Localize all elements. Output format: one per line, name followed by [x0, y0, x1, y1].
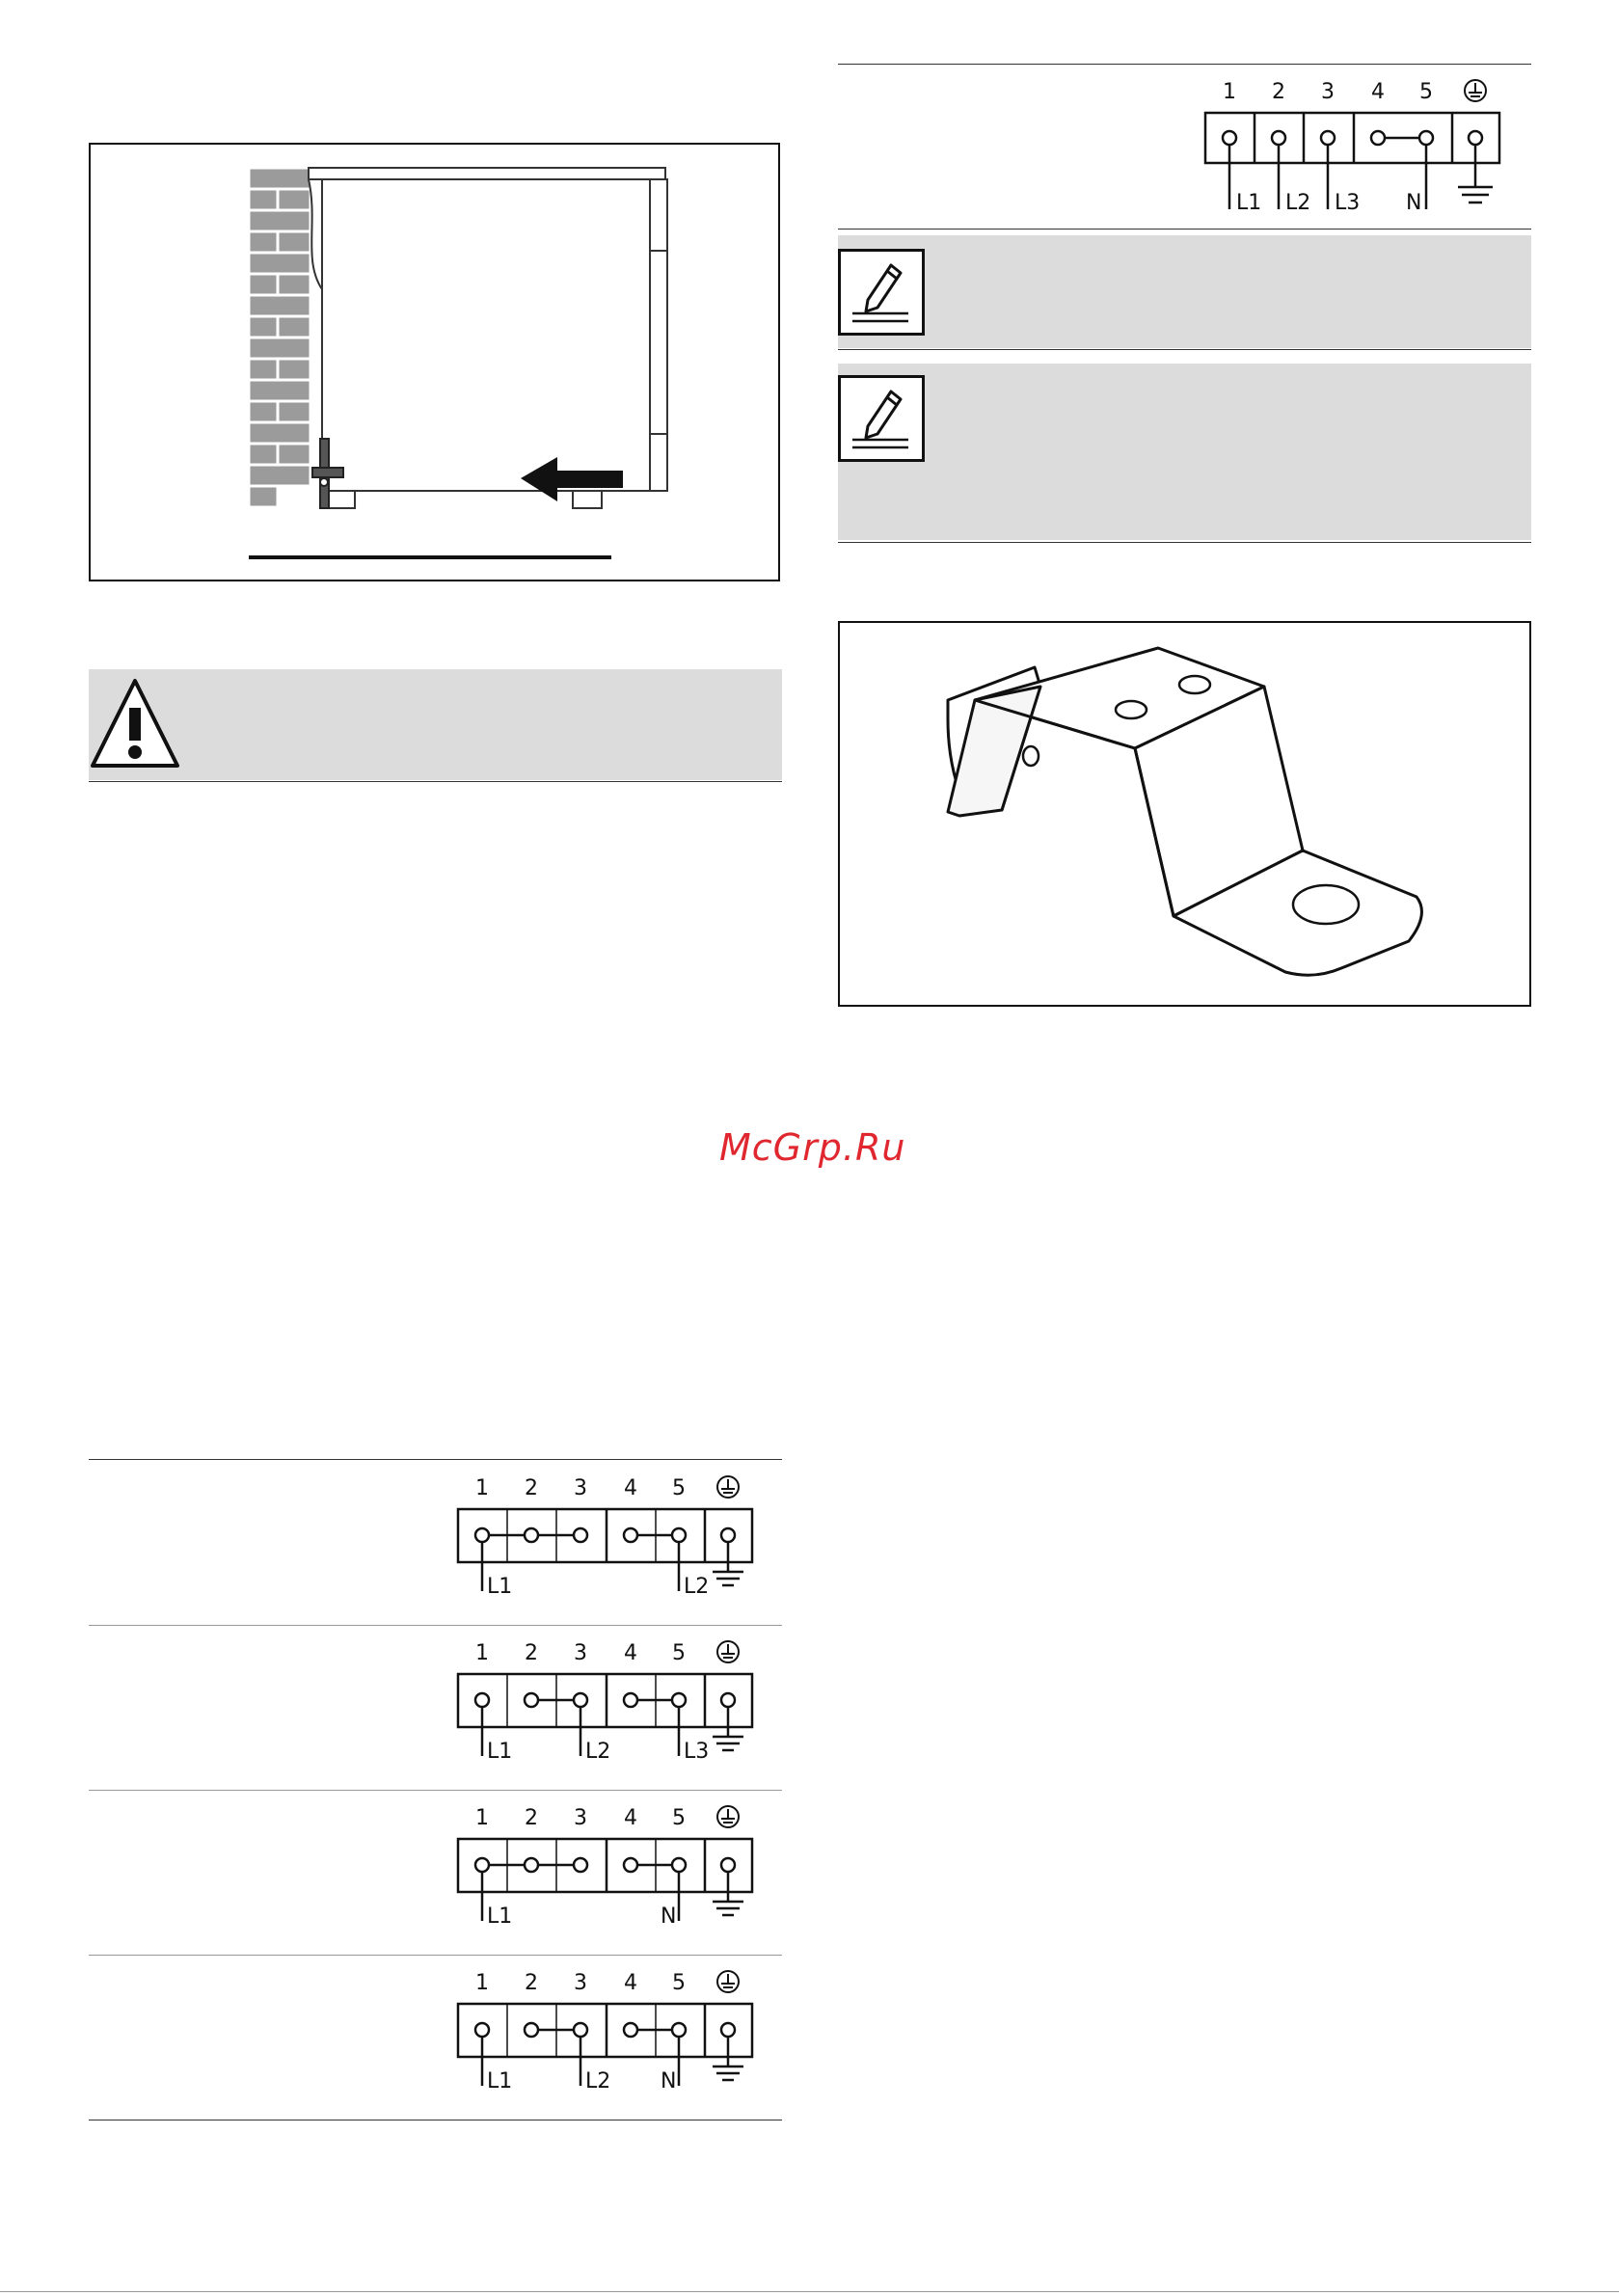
wire-label-l2: L2 [585, 1740, 611, 1764]
terminal-label-5: 5 [672, 1806, 686, 1830]
terminal-label-1: 1 [1223, 80, 1236, 104]
terminal-label-2: 2 [1272, 80, 1285, 104]
wire-label-l1: L1 [487, 2069, 513, 2093]
wire-label-l1: L1 [1236, 191, 1262, 215]
terminal-label-2: 2 [525, 1476, 538, 1500]
terminal-label-4: 4 [624, 1806, 637, 1830]
wiring-row-rule [89, 1790, 782, 1791]
terminal-label-1: 1 [475, 1971, 489, 1995]
terminal-label-4: 4 [624, 1476, 637, 1500]
warning-triangle-icon [89, 677, 181, 773]
wire-label-l1: L1 [487, 1740, 513, 1764]
wire-label-l3: L3 [1335, 191, 1361, 215]
info-note-2-bottom-rule [838, 542, 1531, 543]
right-top-rule [838, 64, 1531, 65]
wiring-table-top-rule [89, 1459, 782, 1460]
warning-bottom-rule [89, 781, 782, 782]
terminal-label-2: 2 [525, 1806, 538, 1830]
ground-icon [717, 1806, 739, 1827]
ground-icon [1465, 80, 1486, 101]
wire-label-n: N [1406, 191, 1422, 215]
anti-tip-bracket-illustration [840, 623, 1529, 1005]
terminal-label-1: 1 [475, 1806, 489, 1830]
info-note-1-top-rule [838, 229, 1531, 230]
terminal-label-3: 3 [574, 1971, 587, 1995]
terminal-label-2: 2 [525, 1971, 538, 1995]
terminal-label-4: 4 [1371, 80, 1385, 104]
ground-icon [717, 1971, 739, 1992]
wiring-diagram-top [1196, 69, 1524, 224]
terminal-label-3: 3 [574, 1641, 587, 1665]
terminal-label-4: 4 [624, 1641, 637, 1665]
terminal-label-5: 5 [1419, 80, 1433, 104]
terminal-label-3: 3 [574, 1476, 587, 1500]
ground-icon [717, 1641, 739, 1662]
wiring-diagram-2 [448, 1631, 776, 1785]
wiring-diagram-3 [448, 1796, 776, 1950]
terminal-label-5: 5 [672, 1476, 686, 1500]
wire-label-l1: L1 [487, 1575, 513, 1599]
wiring-row-rule [89, 1625, 782, 1626]
wiring-row-rule [89, 1955, 782, 1956]
wire-label-n: N [661, 1904, 677, 1929]
wire-label-n: N [661, 2069, 677, 2093]
brick-wall [249, 168, 310, 507]
wire-label-l2: L2 [585, 2069, 611, 2093]
note-pencil-icon [838, 249, 925, 336]
info-note-1 [838, 235, 1531, 348]
terminal-label-3: 3 [574, 1806, 587, 1830]
wall-anchor-illustration [91, 145, 778, 580]
terminal-label-4: 4 [624, 1971, 637, 1995]
wire-label-l1: L1 [487, 1904, 513, 1929]
bracket-figure [838, 621, 1531, 1007]
wiring-diagram-1 [448, 1466, 776, 1620]
info-note-2 [838, 364, 1531, 540]
watermark: McGrp.Ru [719, 1126, 906, 1169]
warning-note [89, 669, 782, 780]
wire-label-l2: L2 [1285, 191, 1311, 215]
terminal-label-2: 2 [525, 1641, 538, 1665]
ground-icon [717, 1476, 739, 1498]
terminal-label-5: 5 [672, 1971, 686, 1995]
info-note-1-bottom-rule [838, 349, 1531, 350]
note-pencil-icon [838, 375, 925, 462]
wire-label-l2: L2 [684, 1575, 710, 1599]
wire-label-l3: L3 [684, 1740, 710, 1764]
wiring-diagram-4 [448, 1960, 776, 2115]
terminal-label-5: 5 [672, 1641, 686, 1665]
terminal-label-3: 3 [1321, 80, 1335, 104]
terminal-label-1: 1 [475, 1641, 489, 1665]
terminal-label-1: 1 [475, 1476, 489, 1500]
installation-figure [89, 143, 780, 581]
page-bottom-rule [0, 2291, 1619, 2292]
